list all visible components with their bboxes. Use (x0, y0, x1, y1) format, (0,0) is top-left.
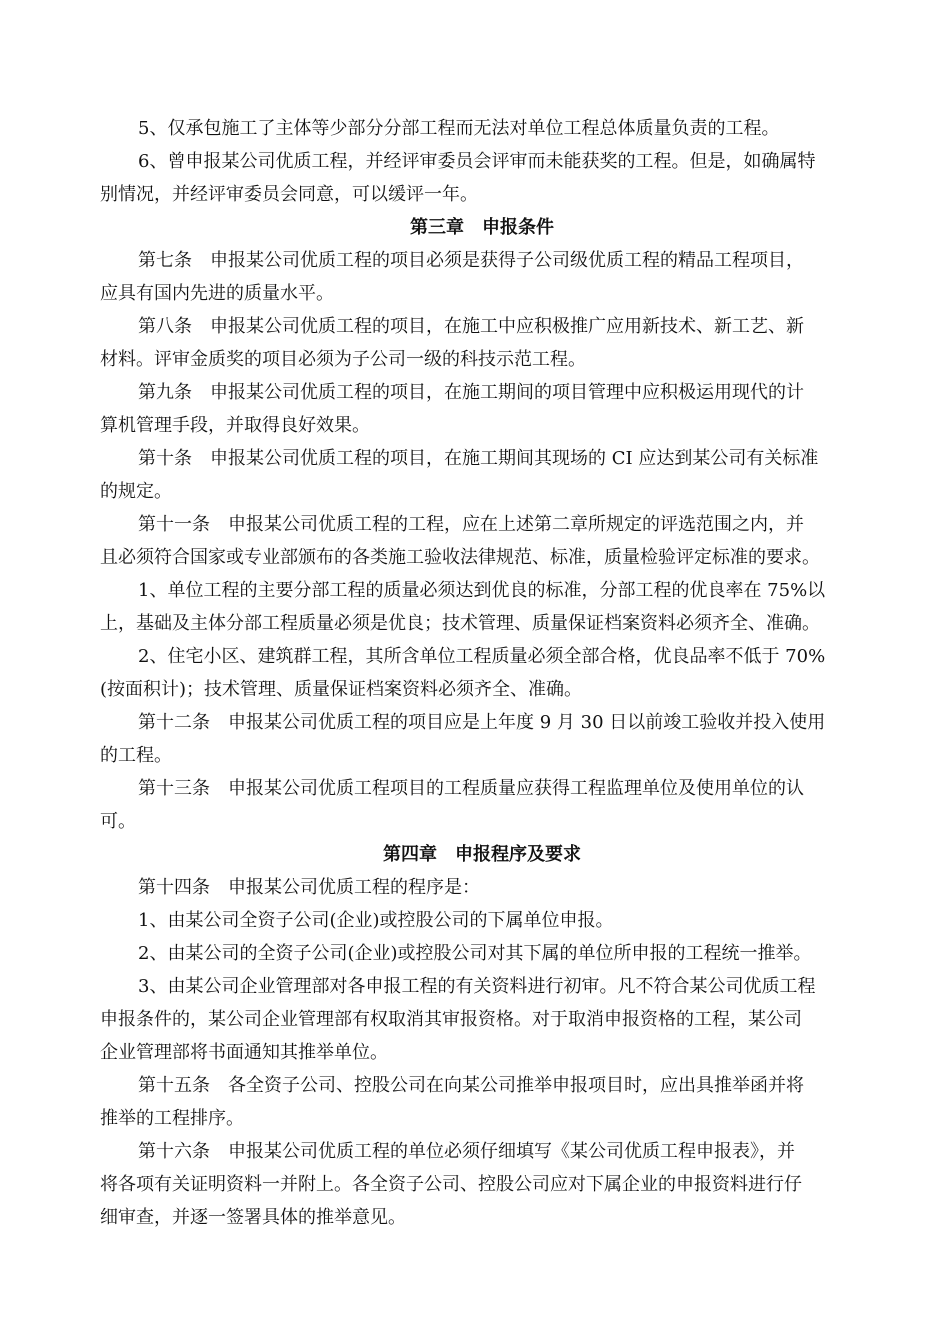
text-line: 6、曾申报某公司优质工程，并经评审委员会评审而未能获奖的工程。但是，如确属特 (138, 151, 816, 172)
text-line: 第十五条 各全资子公司、控股公司在向某公司推举申报项目时，应出具推举函并将 (138, 1075, 804, 1096)
text-line: 1、单位工程的主要分部工程的质量必须达到优良的标准，分部工程的优良率在 75%以 (138, 580, 826, 601)
paragraph (100, 970, 864, 1069)
text-line: 第八条 申报某公司优质工程的项目，在施工中应积极推广应用新技术、新工艺、新 (138, 316, 804, 337)
text-line: 推举的工程排序。 (100, 1108, 244, 1129)
paragraph (100, 508, 864, 574)
text-line: 申报条件的，某公司企业管理部有权取消其审报资格。对于取消申报资格的工程，某公司 (100, 1009, 802, 1030)
text-line: 2、住宅小区、建筑群工程，其所含单位工程质量必须全部合格，优良品率不低于 70% (138, 646, 826, 667)
paragraph (100, 871, 864, 904)
text-line: 的工程。 (100, 745, 172, 766)
text-line: 第十二条 申报某公司优质工程的项目应是上年度 9 月 30 日以前竣工验收并投入使用 (138, 712, 826, 733)
text-line: 第十条 申报某公司优质工程的项目，在施工期间其现场的 CI 应达到某公司有关标准 (138, 448, 819, 469)
text-line: 1、由某公司全资子公司(企业)或控股公司的下属单位申报。 (138, 910, 614, 931)
chapter-heading: 第四章 申报程序及要求 (383, 844, 581, 865)
paragraph (100, 772, 864, 838)
text-line: 第九条 申报某公司优质工程的项目，在施工期间的项目管理中应积极运用现代的计 (138, 382, 804, 403)
paragraph (100, 937, 864, 970)
text-line: 企业管理部将书面通知其推举单位。 (100, 1042, 388, 1063)
paragraph (100, 442, 864, 508)
paragraph (100, 112, 864, 145)
paragraph (100, 1069, 864, 1135)
text-line: 第七条 申报某公司优质工程的项目必须是获得子公司级优质工程的精品工程项目， (138, 250, 804, 271)
paragraph (100, 904, 864, 937)
paragraph (100, 640, 864, 706)
text-line: 2、由某公司的全资子公司(企业)或控股公司对其下属的单位所申报的工程统一推举。 (138, 943, 812, 964)
paragraph (100, 376, 864, 442)
text-line: 可。 (100, 811, 136, 832)
text-line: 第十六条 申报某公司优质工程的单位必须仔细填写《某公司优质工程申报表》，并 (138, 1141, 795, 1162)
text-line: 第十四条 申报某公司优质工程的程序是： (138, 877, 480, 898)
paragraph (100, 1135, 864, 1234)
text-line: 将各项有关证明资料一并附上。各全资子公司、控股公司应对下属企业的申报资料进行仔 (100, 1174, 802, 1195)
text-line: 算机管理手段，并取得良好效果。 (100, 415, 370, 436)
text-line: 第十一条 申报某公司优质工程的工程，应在上述第二章所规定的评选范围之内，并 (138, 514, 804, 535)
chapter-heading: 第三章 申报条件 (410, 217, 554, 238)
paragraph (100, 145, 864, 211)
paragraph (100, 574, 864, 640)
text-line: 第十三条 申报某公司优质工程项目的工程质量应获得工程监理单位及使用单位的认 (138, 778, 804, 799)
text-line: (按面积计)；技术管理、质量保证档案资料必须齐全、准确。 (100, 679, 583, 700)
text-line: 细审查，并逐一签署具体的推举意见。 (100, 1207, 406, 1228)
paragraph (100, 310, 864, 376)
document-page (100, 112, 864, 1234)
text-line: 3、由某公司企业管理部对各申报工程的有关资料进行初审。凡不符合某公司优质工程 (138, 976, 816, 997)
text-line: 且必须符合国家或专业部颁布的各类施工验收法律规范、标准，质量检验评定标准的要求。 (100, 547, 820, 568)
text-line: 5、仅承包施工了主体等少部分分部工程而无法对单位工程总体质量负责的工程。 (138, 118, 780, 139)
text-line: 上，基础及主体分部工程质量必须是优良；技术管理、质量保证档案资料必须齐全、准确。 (100, 613, 820, 634)
paragraph (100, 706, 864, 772)
paragraph (100, 244, 864, 310)
text-line: 的规定。 (100, 481, 172, 502)
text-line: 材料。评审金质奖的项目必须为子公司一级的科技示范工程。 (100, 349, 586, 370)
text-line: 应具有国内先进的质量水平。 (100, 283, 334, 304)
text-line: 别情况，并经评审委员会同意，可以缓评一年。 (100, 184, 478, 205)
